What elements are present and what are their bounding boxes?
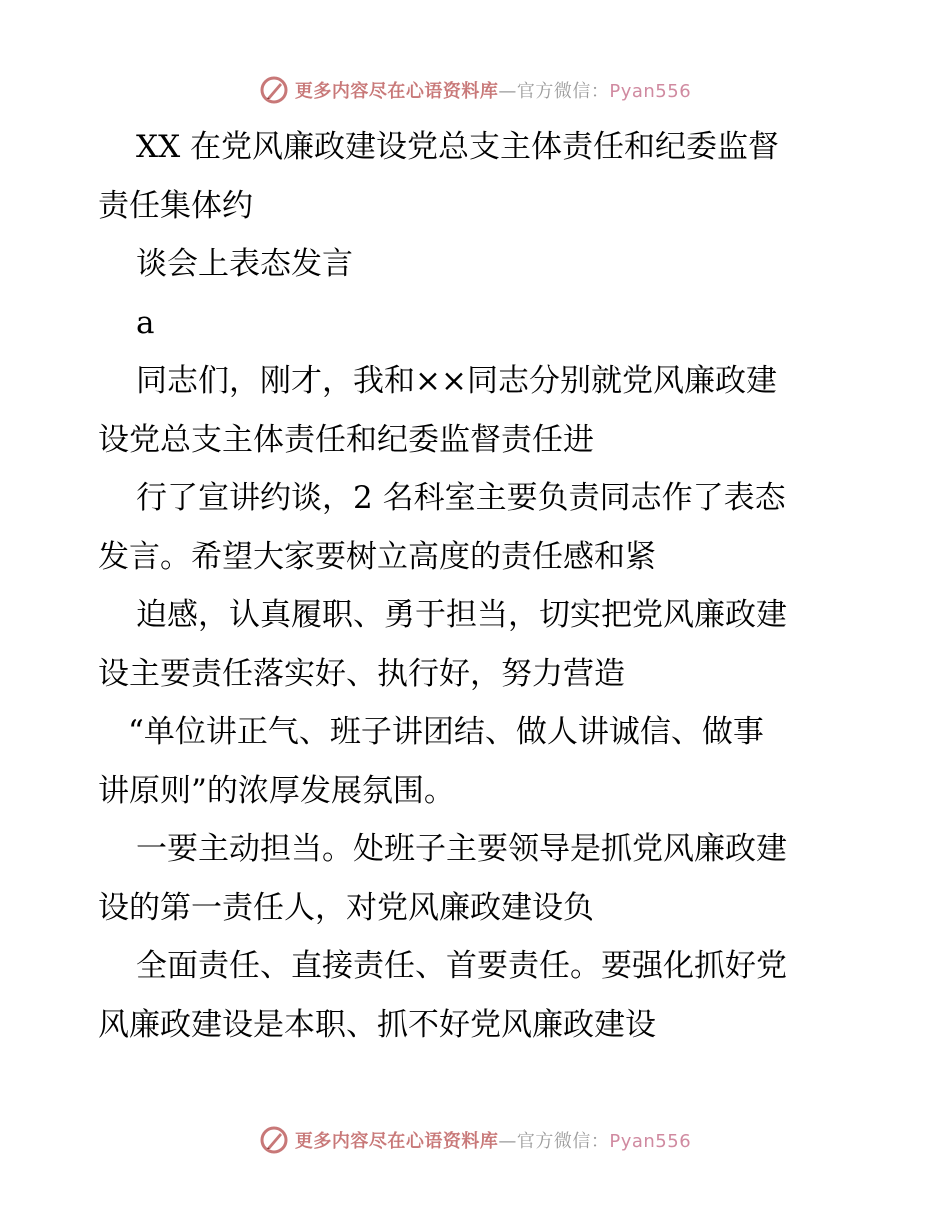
paragraph-line: 讲原则”的浓厚发展氛围。 [98, 772, 455, 809]
paragraph-line: 全面责任、直接责任、首要责任。要强化抓好党 [136, 948, 787, 984]
banner-text-id: Pyan556 [609, 1131, 692, 1152]
paragraph-line: 一要主动担当。处班子主要领导是抓党风廉政建 [136, 831, 787, 867]
banner-text-id: Pyan556 [609, 81, 692, 102]
paragraph-line: 迫感，认真履职、勇于担当，切实把党风廉政建 [136, 597, 787, 633]
footer-banner [0, 1120, 950, 1160]
paragraph-line: 设主要责任落实好、执行好，努力营造 [98, 655, 625, 692]
title-line-1: XX 在党风廉政建设党总支主体责任和纪委监督 [136, 129, 779, 165]
author-line: a [136, 304, 155, 341]
paragraph-line: 设党总支主体责任和纪委监督责任进 [98, 421, 594, 458]
banner-text-main: 更多内容尽在心语资料库 [294, 1131, 499, 1152]
quill-logo-icon [259, 1125, 289, 1155]
header-banner [0, 70, 950, 110]
banner-text-wechat: —官方微信： [498, 81, 610, 102]
paragraph-line: 同志们，刚才，我和××同志分别就党风廉政建 [136, 363, 777, 399]
title-line-3: 谈会上表态发言 [136, 246, 353, 282]
quill-logo-icon [259, 75, 289, 105]
title-line-2: 责任集体约 [98, 187, 253, 224]
paragraph-line: 风廉政建设是本职、抓不好党风廉政建设 [98, 1006, 656, 1043]
banner-text-main: 更多内容尽在心语资料库 [294, 81, 499, 102]
paragraph-line: 发言。希望大家要树立高度的责任感和紧 [98, 538, 656, 575]
document-body [98, 118, 858, 1054]
paragraph-line: 设的第一责任人，对党风廉政建设负 [98, 889, 594, 926]
banner-text-wechat: —官方微信： [498, 1131, 610, 1152]
paragraph-line: 行了宣讲约谈，2 名科室主要负责同志作了表态 [136, 480, 786, 516]
paragraph-line: “单位讲正气、班子讲团结、做人讲诚信、做事 [128, 714, 764, 750]
